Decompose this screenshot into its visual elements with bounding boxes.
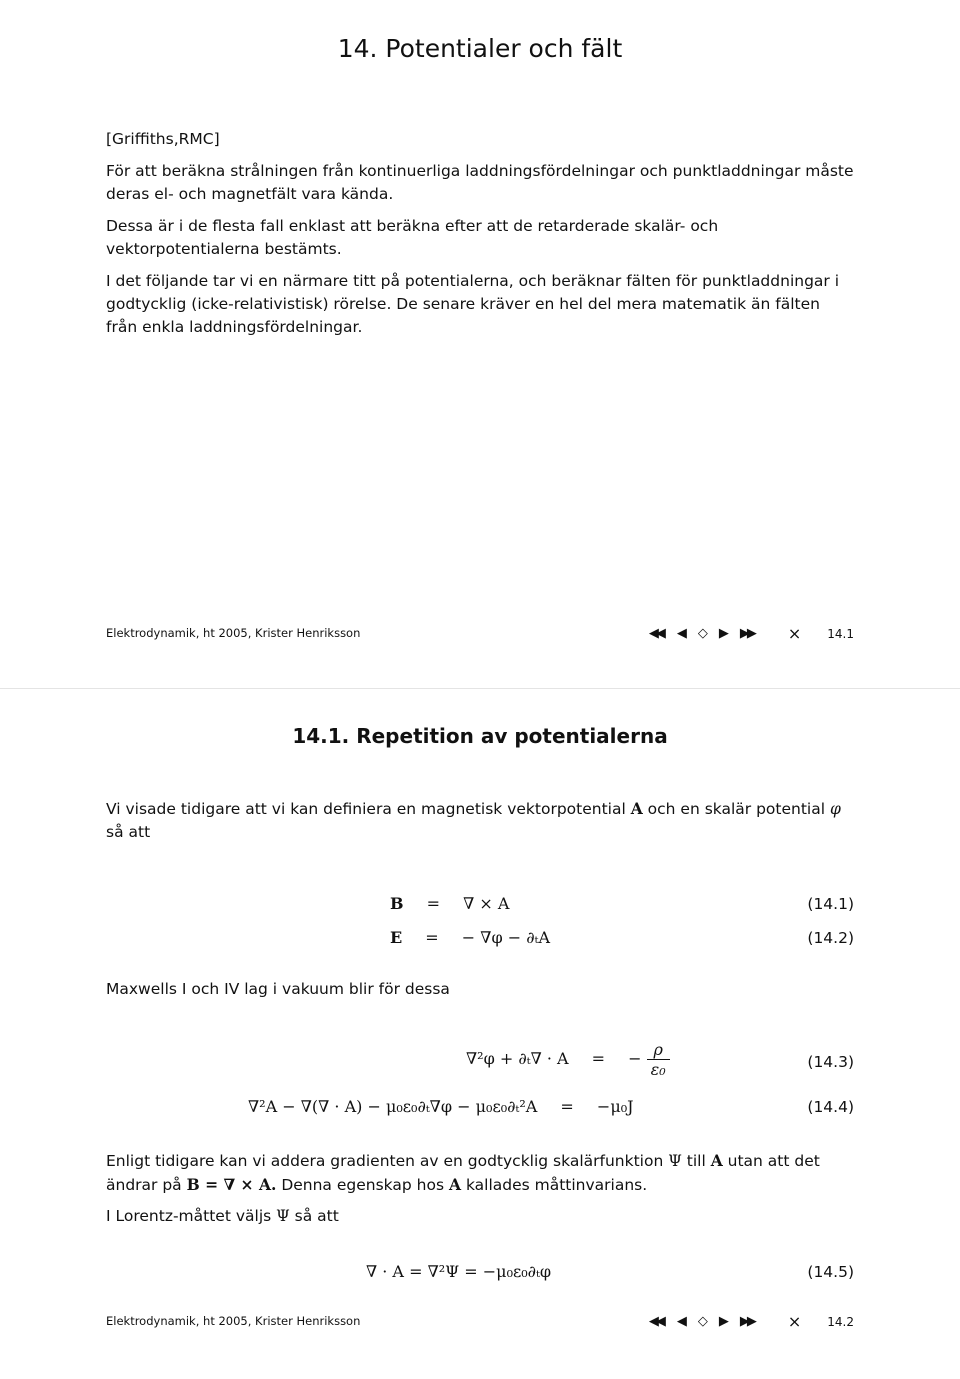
symbol-phi: φ xyxy=(829,800,841,818)
symbol-A: A xyxy=(448,1175,461,1194)
inline-equation: B = ∇ × A. xyxy=(186,1175,277,1194)
next-page-icon[interactable]: ▶ xyxy=(718,1314,726,1329)
equation-14-4 xyxy=(248,1097,634,1116)
text: Denna egenskap hos xyxy=(281,1176,445,1194)
lorentz-paragraph xyxy=(106,1205,856,1228)
slide-14-2 xyxy=(0,688,960,1379)
eq-lhs: B xyxy=(390,894,404,913)
last-page-icon[interactable]: ▶▶ xyxy=(739,1314,754,1329)
first-page-icon[interactable]: ◀◀ xyxy=(648,626,663,641)
eq-rhs: ∇ × A xyxy=(463,894,510,913)
eq-rel: = xyxy=(426,894,441,913)
equation-14-5: ∇ · A = ∇²Ψ = −μ₀ε₀∂ₜφ xyxy=(366,1262,552,1281)
equation-14-1 xyxy=(390,894,509,913)
fraction-numerator: ρ xyxy=(647,1040,670,1060)
slide-navigation xyxy=(649,624,854,643)
last-page-icon[interactable]: ▶▶ xyxy=(739,626,754,641)
fraction xyxy=(647,1040,670,1079)
eq-rel: = xyxy=(591,1049,606,1068)
symbol-psi: Ψ xyxy=(276,1207,290,1225)
footer-text: Elektrodynamik, ht 2005, Krister Henriksson xyxy=(106,1314,361,1328)
paragraph: I det följande tar vi en närmare titt på potentialerna, och beräknar fälten för punktladdningar i godtycklig (icke-relativistisk) rörelse. De senare kräver en hel del mera matematik än fälten från enkla laddningsfördelningar. xyxy=(106,272,840,336)
text: så att xyxy=(106,823,151,841)
eq-rhs-sign: − xyxy=(628,1049,642,1068)
symbol-A: A xyxy=(630,799,643,818)
source-reference: [Griffiths,RMC] xyxy=(106,130,220,148)
paragraph: För att beräkna strålningen från kontinuerliga laddningsfördelningar och punktladdningar måste deras el- och magnetfält vara kända. xyxy=(106,162,854,203)
equation-number: (14.4) xyxy=(807,1098,854,1116)
page-number: 14.1 xyxy=(827,626,854,641)
text: och en skalär potential xyxy=(647,800,826,818)
eq-lhs: ∇²φ + ∂ₜ∇ · A xyxy=(466,1049,569,1068)
eq-lhs: E xyxy=(390,928,403,947)
text: I Lorentz-måttet väljs xyxy=(106,1207,272,1225)
slide-title: 14.1. Repetition av potentialerna xyxy=(292,724,668,748)
equation-14-2 xyxy=(390,928,550,947)
eq-rhs: −μ₀J xyxy=(596,1097,634,1116)
equation-number: (14.3) xyxy=(807,1053,854,1071)
text: kallades måttinvarians. xyxy=(465,1176,648,1194)
close-icon[interactable]: × xyxy=(787,1312,802,1331)
equation-number: (14.5) xyxy=(807,1263,854,1281)
paragraph: Dessa är i de flesta fall enklast att beräkna efter att de retarderade skalär- och vektorpotentialerna bestämts. xyxy=(106,217,719,258)
home-icon[interactable]: ◇ xyxy=(697,1314,705,1329)
eq-rel: = xyxy=(560,1097,574,1116)
text: så att xyxy=(294,1207,339,1225)
close-icon[interactable]: × xyxy=(787,624,802,643)
previous-page-icon[interactable]: ◀ xyxy=(676,1314,684,1329)
slide-title: 14. Potentialer och fält xyxy=(337,34,623,63)
slide-navigation xyxy=(649,1312,854,1331)
eq-lhs: ∇²A − ∇(∇ · A) − μ₀ε₀∂ₜ∇φ − μ₀ε₀∂ₜ²A xyxy=(248,1097,538,1116)
text: Enligt tidigare kan vi addera gradienten av en godtycklig skalärfunktion xyxy=(106,1152,664,1170)
text: Vi visade tidigare att vi kan definiera en magnetisk vektorpotential xyxy=(106,800,626,818)
home-icon[interactable]: ◇ xyxy=(697,626,705,641)
eq-rel: = xyxy=(425,928,439,947)
eq-rhs: − ∇φ − ∂ₜA xyxy=(461,928,551,947)
first-page-icon[interactable]: ◀◀ xyxy=(648,1314,663,1329)
symbol-psi: Ψ xyxy=(668,1152,682,1170)
page-number: 14.2 xyxy=(827,1314,854,1329)
slide-14-1 xyxy=(0,0,960,688)
equation-number: (14.1) xyxy=(807,895,854,913)
text: till xyxy=(686,1152,706,1170)
intro-paragraph xyxy=(106,797,856,844)
next-page-icon[interactable]: ▶ xyxy=(718,626,726,641)
footer-text: Elektrodynamik, ht 2005, Krister Henriksson xyxy=(106,626,361,640)
fraction-denominator: ε₀ xyxy=(650,1060,666,1079)
symbol-A: A xyxy=(710,1151,723,1170)
maxwell-text: Maxwells I och IV lag i vakuum blir för dessa xyxy=(106,980,450,998)
gauge-paragraph xyxy=(106,1149,856,1197)
equation-14-3 xyxy=(466,1040,670,1079)
equation-number: (14.2) xyxy=(807,929,854,947)
text: utan att det ändrar på xyxy=(106,1152,820,1194)
slide-body xyxy=(106,128,856,339)
previous-page-icon[interactable]: ◀ xyxy=(676,626,684,641)
